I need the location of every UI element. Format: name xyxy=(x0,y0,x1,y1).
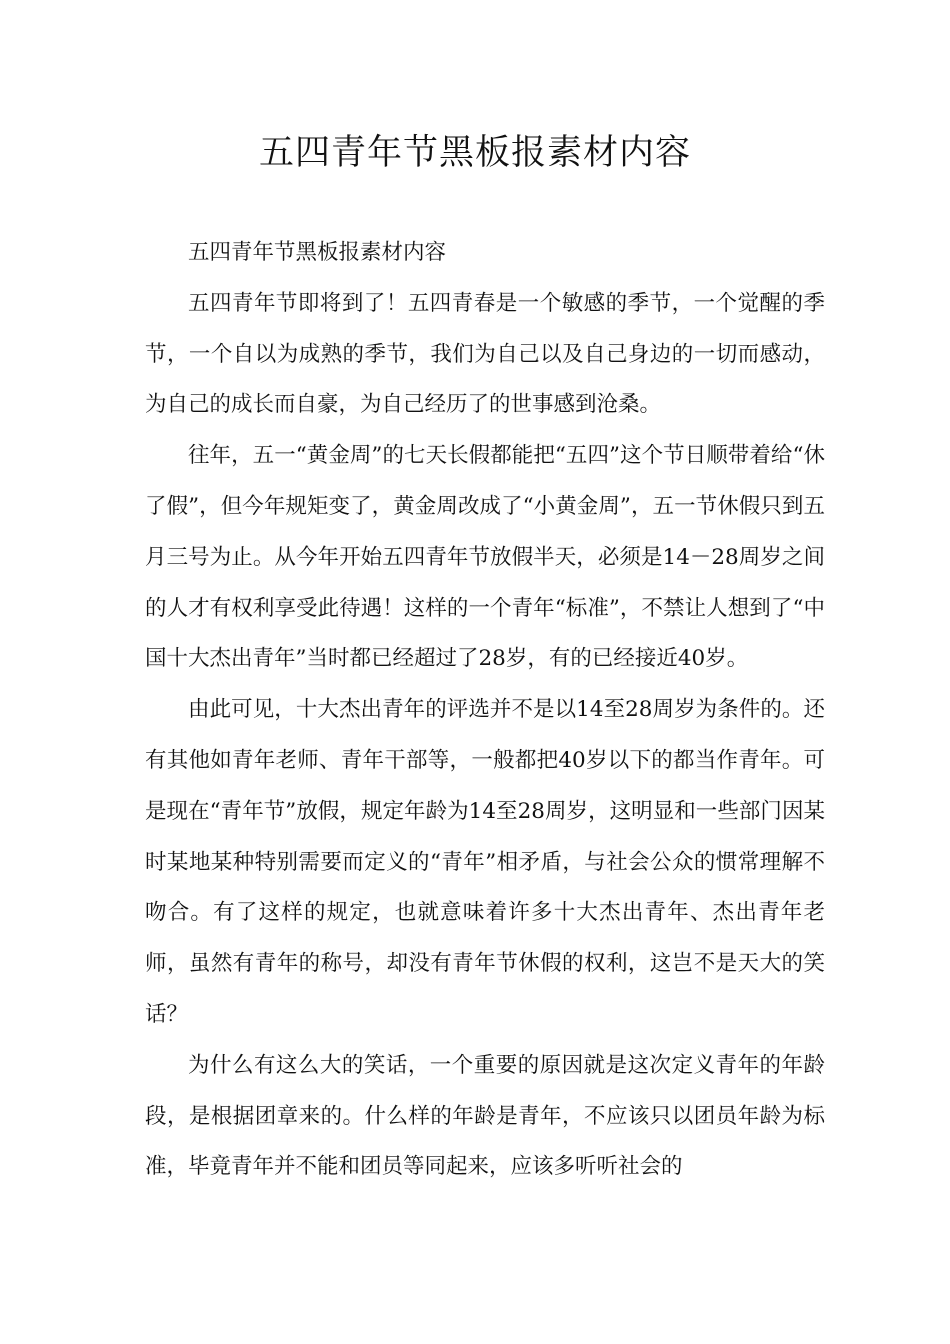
paragraph-reason: 为什么有这么大的笑话，一个重要的原因就是这次定义青年的年龄段，是根据团章来的。什么样的年龄是青年，不应该只以团员年龄为标准，毕竟青年并不能和团员等同起来，应该多听听社会的 xyxy=(145,1052,825,1180)
document-title: 五四青年节黑板报素材内容 xyxy=(258,133,691,173)
paragraph-youth-definition: 由此可见，十大杰出青年的评选并不是以14至28周岁为条件的。还有其他如青年老师、青年干部等，一般都把40岁以下的都当作青年。可是现在“青年节”放假，规定年龄为14至28周岁，这明显和一些部门因某时某地某种特别需要而定义的“青年”相矛盾，与社会公众的惯常理解不吻合。有了这样的规定，也就意味着许多十大杰出青年、杰出青年老师，虽然有青年的称号，却没有青年节休假的权利，这岂不是天大的笑话？ xyxy=(145,697,825,1027)
paragraph-intro: 五四青年节即将到了！五四青春是一个敏感的季节，一个觉醒的季节，一个自以为成熟的季节，我们为自己以及自己身边的一切而感动，为自己的成长而自豪，为自己经历了的世事感到沧桑。 xyxy=(145,290,825,418)
paragraph-holiday-change: 往年，五一“黄金周”的七天长假都能把“五四”这个节日顺带着给“休了假”，但今年规矩变了，黄金周改成了“小黄金周”，五一节休假只到五月三号为止。从今年开始五四青年节放假半天，必须是14－28周岁之间的人才有权利享受此待遇！这样的一个青年“标准”，不禁让人想到了“中国十大杰出青年”当时都已经超过了28岁，有的已经接近40岁。 xyxy=(145,443,825,672)
document-body xyxy=(145,228,825,1193)
paragraph-subtitle: 五四青年节黑板报素材内容 xyxy=(188,240,447,265)
